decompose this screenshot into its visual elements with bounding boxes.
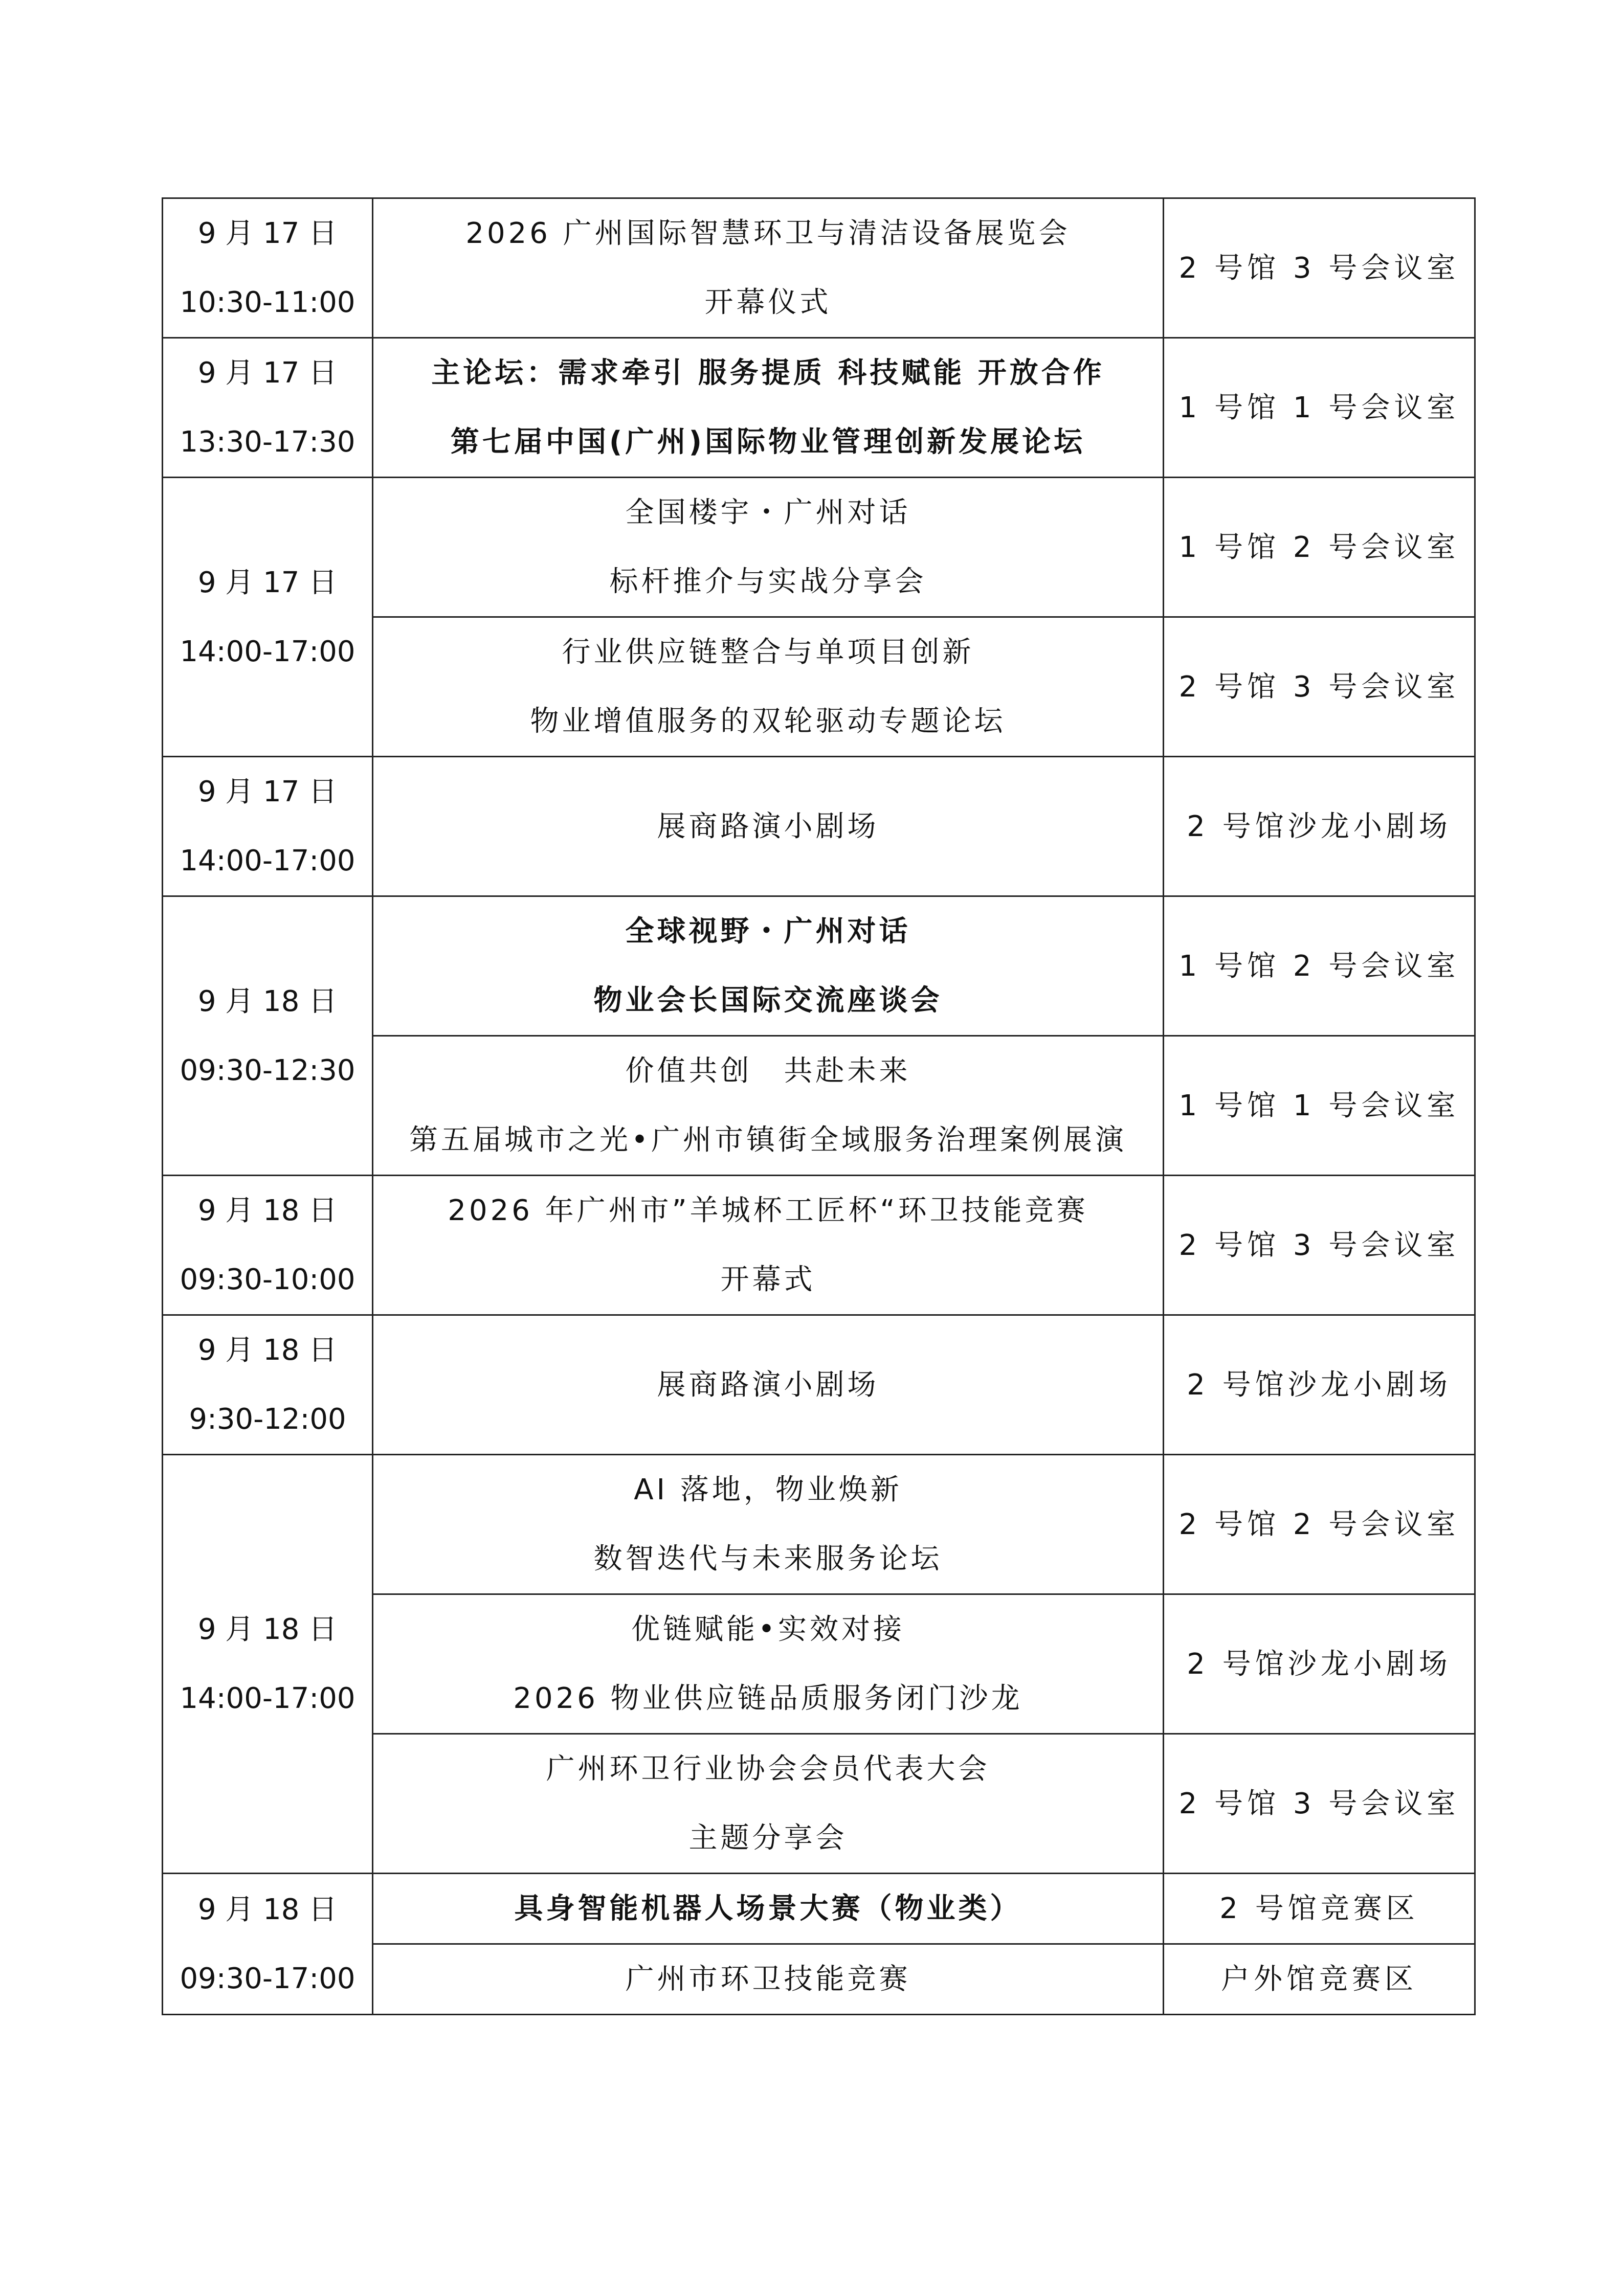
time-text: 14:00-17:00 [180, 844, 355, 877]
time-cell [163, 198, 373, 338]
time-cell [163, 338, 373, 478]
event-title: 第七届中国(广州)国际物业管理创新发展论坛 [450, 425, 1086, 459]
venue-cell: 1 号馆 2 号会议室 [1164, 478, 1475, 617]
time-text: 14:00-17:00 [180, 1682, 355, 1715]
event-title: 第五届城市之光•广州市镇街全域服务治理案例展演 [409, 1123, 1127, 1157]
event-cell [373, 338, 1164, 478]
event-cell [373, 617, 1164, 757]
event-cell [373, 478, 1164, 617]
event-title: 2026 年广州市”羊城杯工匠杯“环卫技能竞赛 [448, 1194, 1088, 1227]
time-text: 9:30-12:00 [189, 1403, 346, 1436]
venue-cell: 1 号馆 1 号会议室 [1164, 338, 1475, 478]
schedule-row [163, 1315, 1475, 1455]
time-text: 9 月 18 日 [197, 1194, 338, 1227]
schedule-row [163, 1874, 1475, 1944]
event-title: 广州环卫行业协会会员代表大会 [546, 1752, 990, 1786]
time-text: 14:00-17:00 [180, 635, 355, 668]
event-cell [373, 1944, 1164, 2015]
time-text: 09:30-12:30 [180, 1053, 355, 1087]
time-cell [163, 1455, 373, 1874]
event-title: 展商路演小剧场 [657, 1368, 879, 1402]
venue-cell: 2 号馆 3 号会议室 [1164, 1176, 1475, 1315]
event-title: 主论坛：需求牵引 服务提质 科技赋能 开放合作 [431, 356, 1105, 390]
schedule-row [163, 1455, 1475, 1594]
event-title: 数智迭代与未来服务论坛 [593, 1542, 943, 1575]
schedule-row [163, 478, 1475, 617]
event-cell [373, 1594, 1164, 1734]
event-title: 2026 广州国际智慧环卫与清洁设备展览会 [465, 217, 1071, 250]
time-text: 9 月 17 日 [197, 775, 338, 808]
schedule-row [163, 198, 1475, 338]
venue-cell: 2 号馆竞赛区 [1164, 1874, 1475, 1944]
event-title: 物业增值服务的双轮驱动专题论坛 [530, 705, 1006, 738]
event-title: 开幕式 [720, 1263, 816, 1296]
event-cell [373, 1315, 1164, 1455]
venue-cell: 2 号馆 2 号会议室 [1164, 1455, 1475, 1594]
event-title: 行业供应链整合与单项目创新 [562, 636, 974, 669]
schedule-table [162, 197, 1476, 2015]
schedule-row [163, 1176, 1475, 1315]
time-text: 9 月 18 日 [197, 1893, 338, 1926]
time-text: 9 月 17 日 [197, 217, 338, 250]
time-cell [163, 1874, 373, 2015]
schedule-row [163, 757, 1475, 896]
event-cell [373, 198, 1164, 338]
event-title: 开幕仪式 [704, 286, 832, 319]
time-text: 09:30-17:00 [180, 1962, 355, 1995]
time-text: 9 月 18 日 [197, 984, 338, 1018]
time-cell [163, 757, 373, 896]
event-title: AI 落地，物业焕新 [634, 1473, 902, 1506]
time-cell [163, 478, 373, 757]
event-title: 主题分享会 [688, 1821, 848, 1855]
schedule-row [163, 896, 1475, 1036]
event-cell [373, 1734, 1164, 1874]
time-text: 9 月 18 日 [197, 1613, 338, 1646]
venue-cell: 2 号馆 3 号会议室 [1164, 198, 1475, 338]
time-cell [163, 1315, 373, 1455]
venue-cell: 2 号馆沙龙小剧场 [1164, 757, 1475, 896]
time-text: 9 月 17 日 [197, 566, 338, 599]
event-title: 展商路演小剧场 [657, 809, 879, 843]
time-text: 9 月 18 日 [197, 1334, 338, 1367]
time-cell [163, 1176, 373, 1315]
event-title: 全国楼宇・广州对话 [625, 496, 911, 529]
event-cell [373, 1455, 1164, 1594]
time-text: 9 月 17 日 [197, 356, 338, 390]
event-title: 价值共创 共赴未来 [625, 1054, 911, 1088]
venue-cell: 1 号馆 2 号会议室 [1164, 896, 1475, 1036]
time-text: 13:30-17:30 [180, 425, 355, 459]
event-title: 标杆推介与实战分享会 [609, 565, 927, 598]
event-cell [373, 1036, 1164, 1176]
schedule-row [163, 338, 1475, 478]
event-title: 2026 物业供应链品质服务闭门沙龙 [513, 1682, 1023, 1715]
venue-cell: 2 号馆沙龙小剧场 [1164, 1594, 1475, 1734]
event-cell [373, 757, 1164, 896]
venue-cell: 1 号馆 1 号会议室 [1164, 1036, 1475, 1176]
event-cell [373, 896, 1164, 1036]
venue-cell: 2 号馆 3 号会议室 [1164, 1734, 1475, 1874]
event-cell [373, 1176, 1164, 1315]
event-cell [373, 1874, 1164, 1944]
event-title: 具身智能机器人场景大赛（物业类） [514, 1892, 1022, 1925]
event-title: 优链赋能•实效对接 [631, 1613, 905, 1646]
venue-cell: 2 号馆 3 号会议室 [1164, 617, 1475, 757]
venue-cell: 2 号馆沙龙小剧场 [1164, 1315, 1475, 1455]
event-title: 全球视野・广州对话 [625, 915, 911, 948]
time-text: 10:30-11:00 [180, 286, 355, 319]
event-title: 物业会长国际交流座谈会 [593, 984, 943, 1017]
venue-cell: 户外馆竞赛区 [1164, 1944, 1475, 2015]
time-cell [163, 896, 373, 1176]
event-title: 广州市环卫技能竞赛 [625, 1963, 911, 1996]
time-text: 09:30-10:00 [180, 1263, 355, 1296]
